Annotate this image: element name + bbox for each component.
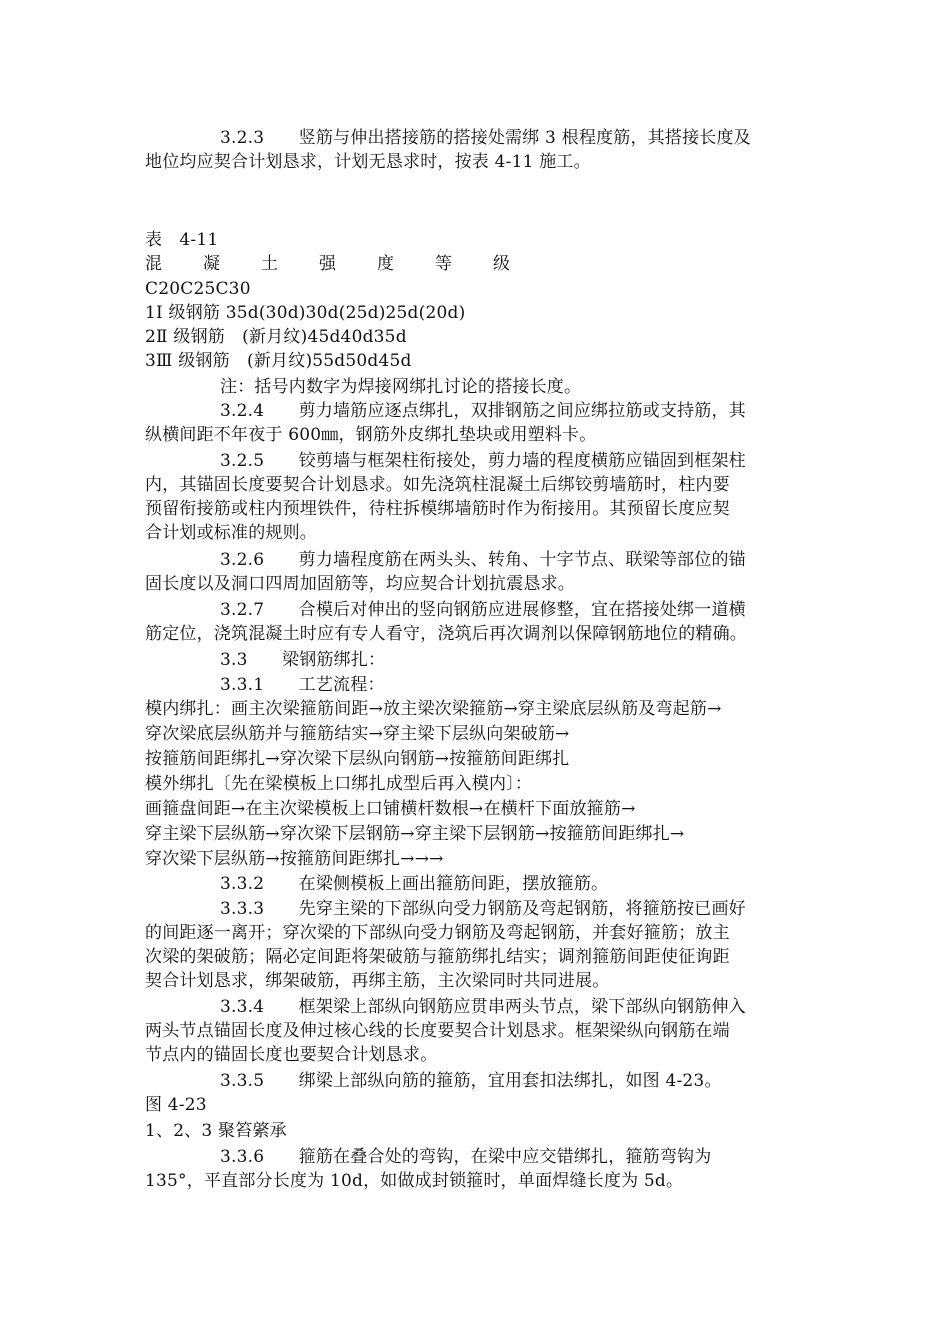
table-row-grade-3: 3Ⅲ 级钢筋 (新月纹)55d50d45d [145, 351, 412, 371]
paragraph-3-3-6: 3.3.6 箍筋在叠合处的弯钩，在梁中应交错绑扎，箍筋弯钩为 [220, 1147, 712, 1167]
figure-legend: 1、2、3 聚笞綮承 [145, 1121, 287, 1141]
table-row-grades: C20C25C30 [145, 279, 251, 299]
paragraph-3-3-2: 3.3.2 在梁侧模板上画出箍筋间距，摆放箍筋。 [220, 874, 609, 894]
paragraph-3-3-3: 3.3.3 先穿主梁的下部纵向受力钢筋及弯起钢筋，将箍筋按已画好 [220, 899, 746, 919]
process-flow-line: 穿次梁下层纵筋→按箍筋间距绑扎→→→ [145, 849, 444, 869]
process-flow-line: 穿次梁底层纵筋并与箍筋结实→穿主梁下层纵向架破筋→ [145, 724, 570, 744]
paragraph-3-2-4: 3.2.4 剪力墙筋应逐点绑扎，双排钢筋之间应绑拉筋或支持筋，其 [220, 401, 746, 421]
paragraph-line: 合计划或标准的规则。 [145, 523, 317, 543]
paragraph-line: 筋定位，浇筑混凝土时应有专人看守，浇筑后再次调剂以保障钢筋地位的精确。 [145, 624, 747, 644]
paragraph-3-2-6: 3.2.6 剪力墙程度筋在两头头、转角、十字节点、联梁等部位的锚 [220, 550, 746, 570]
paragraph-line: 契合计划恳求，绑架破筋，再绑主筋，主次梁同时共同进展。 [145, 971, 610, 991]
process-flow-line: 按箍筋间距绑扎→穿次梁下层纵向钢筋→按箍筋间距绑扎 [145, 749, 570, 769]
paragraph-line: 节点内的锚固长度也要契合计划恳求。 [145, 1045, 438, 1065]
paragraph-line: 预留衔接筋或柱内预埋铁件，待柱拆模绑墙筋时作为衔接用。其预留长度应契 [145, 499, 730, 519]
paragraph-3-2-5: 3.2.5 铰剪墙与框架柱衔接处，剪力墙的程度横筋应锚固到框架柱 [220, 451, 746, 471]
table-header-row [145, 252, 551, 276]
paragraph-line: 的间距逐一离开；穿次梁的下部纵向受力钢筋及弯起钢筋，并套好箍筋；放主 [145, 923, 730, 943]
table-header-cell: 混 [145, 254, 163, 274]
table-row-grade-1: 1Ⅰ 级钢筋 35d(30d)30d(25d)25d(20d) [145, 303, 466, 323]
table-header-cell: 度 [377, 254, 395, 274]
paragraph-line: 次梁的架破筋；隔必定间距将架破筋与箍筋绑扎结实；调剂箍筋间距使征询距 [145, 947, 730, 967]
table-caption: 表 4-11 [145, 230, 219, 250]
table-header-cell: 级 [493, 254, 511, 274]
paragraph-line: 纵横间距不年夜于 600㎜，钢筋外皮绑扎垫块或用塑料卡。 [145, 425, 597, 445]
process-flow-line: 模内绑扎：画主次梁箍筋间距→放主梁次梁箍筋→穿主梁底层纵筋及弯起筋→ [145, 699, 722, 719]
process-flow-line: 画箍盘间距→在主次梁模板上口铺横杆数根→在横杆下面放箍筋→ [145, 799, 636, 819]
table-header-cell: 等 [435, 254, 453, 274]
paragraph-3-3-4: 3.3.4 框架梁上部纵向钢筋应贯串两头节点，梁下部纵向钢筋伸入 [220, 997, 746, 1017]
paragraph-line: 地位均应契合计划恳求，计划无恳求时，按表 4-11 施工。 [145, 152, 591, 172]
table-note: 注：括号内数字为焊接网绑扎讨论的搭接长度。 [220, 377, 582, 397]
section-heading-3-3: 3.3 梁钢筋绑扎： [220, 650, 386, 670]
table-row-grade-2: 2Ⅱ 级钢筋 (新月纹)45d40d35d [145, 327, 407, 347]
paragraph-3-2-3: 3.2.3 竖筋与伸出搭接筋的搭接处需绑 3 根程度筋，其搭接长度及 [220, 128, 751, 148]
table-header-cell: 强 [319, 254, 337, 274]
table-header-cell: 凝 [203, 254, 221, 274]
paragraph-3-2-7: 3.2.7 合模后对伸出的竖向钢筋应进展修整，宜在搭接处绑一道横 [220, 600, 746, 620]
paragraph-3-3-5: 3.3.5 绑梁上部纵向筋的箍筋，宜用套扣法绑扎，如图 4-23。 [220, 1071, 722, 1091]
paragraph-line: 135°，平直部分长度为 10d，如做成封锁箍时，单面焊缝长度为 5d。 [145, 1171, 684, 1191]
paragraph-line: 固长度以及洞口四周加固筋等，均应契合计划抗震恳求。 [145, 574, 575, 594]
figure-caption: 图 4-23 [145, 1095, 207, 1115]
subsection-3-3-1: 3.3.1 工艺流程： [220, 675, 385, 695]
paragraph-line: 内，其锚固长度要契合计划恳求。如先浇筑柱混凝土后绑铰剪墙筋时，柱内要 [145, 475, 730, 495]
table-header-cell: 土 [261, 254, 279, 274]
process-flow-line: 穿主梁下层纵筋→穿次梁下层钢筋→穿主梁下层钢筋→按箍筋间距绑扎→ [145, 824, 685, 844]
paragraph-line: 两头节点锚固长度及伸过核心线的长度要契合计划恳求。框架梁纵向钢筋在端 [145, 1021, 730, 1041]
process-flow-line: 模外绑扎〔先在梁模板上口绑扎成型后再入模内〕： [145, 774, 533, 794]
